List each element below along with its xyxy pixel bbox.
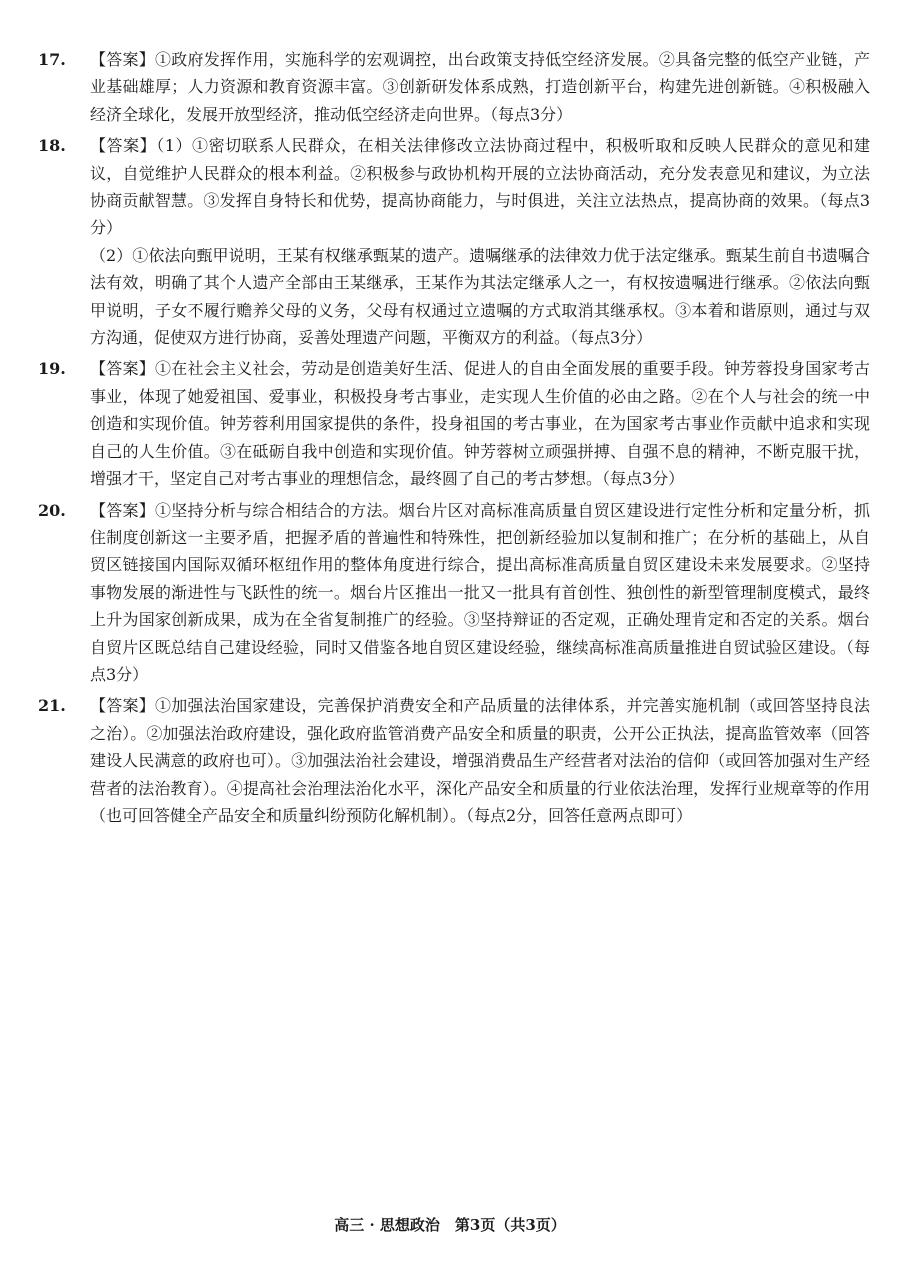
answer-item-19	[38, 355, 870, 492]
answer-item-21	[38, 692, 870, 829]
answer-paragraph: 【答案】①政府发挥作用，实施科学的宏观调控，出台政策支持低空经济发展。②具备完整的低空产业链，产业基础雄厚；人力资源和教育资源丰富。③创新研发体系成熟，打造创新平台，构建先进创新链。④积极融入经济全球化，发展开放型经济，推动低空经济走向世界。（每点3分）	[90, 50, 870, 124]
answer-item-18	[38, 132, 870, 351]
question-number: 18.	[38, 136, 66, 156]
answer-paragraph: 【答案】①加强法治国家建设，完善保护消费安全和产品质量的法律体系，并完善实施机制（或回答坚持良法之治）。②加强法治政府建设，强化政府监管消费产品安全和质量的职责，公开公正执法，提高监管效率（回答建设人民满意的政府也可）。③加强法治社会建设，增强消费品生产经营者对法治的信仰（或回答加强对生产经营者的法治教育）。④提高社会治理法治化水平，深化产品安全和质量的行业依法治理，发挥行业规章等的作用（也可回答健全产品安全和质量纠纷预防化解机制）。（每点2分，回答任意两点即可）	[90, 696, 870, 825]
answer-body	[90, 497, 870, 689]
answer-item-17	[38, 46, 870, 128]
answer-item-20	[38, 497, 870, 689]
answer-body	[90, 46, 870, 128]
answer-paragraph: 【答案】①在社会主义社会，劳动是创造美好生活、促进人的自由全面发展的重要手段。钟芳蓉投身国家考古事业，体现了她爱祖国、爱事业，积极投身考古事业，走实现人生价值的必由之路。②在个人与社会的统一中创造和实现价值。钟芳蓉利用国家提供的条件，投身祖国的考古事业，在为国家考古事业作贡献中追求和实现自己的人生价值。③在砥砺自我中创造和实现价值。钟芳蓉树立顽强拼搏、自强不息的精神，不断克服干扰，增强才干，坚定自己对考古事业的理想信念，最终圆了自己的考古梦想。（每点3分）	[90, 359, 870, 489]
question-number: 21.	[38, 696, 66, 716]
answer-paragraph: （2）①依法向甄甲说明，王某有权继承甄某的遗产。遗嘱继承的法律效力优于法定继承。甄某生前自书遗嘱合法有效，明确了其个人遗产全部由王某继承，王某作为其法定继承人之一，有权按遗嘱进行继承。②依法向甄甲说明，子女不履行赡养父母的义务，父母有权通过立遗嘱的方式取消其继承权。③本着和谐原则，通过与双方沟通，促使双方进行协商，妥善处理遗产问题，平衡双方的利益。（每点3分）	[90, 245, 870, 348]
answer-paragraph: 【答案】（1）①密切联系人民群众，在相关法律修改立法协商过程中，积极听取和反映人民群众的意见和建议，自觉维护人民群众的根本利益。②积极参与政协机构开展的立法协商活动，充分发表意见和建议，为立法协商贡献智慧。③发挥自身特长和优势，提高协商能力，与时俱进，关注立法热点，提高协商的效果。（每点3分）	[90, 136, 870, 238]
question-number: 17.	[38, 50, 66, 69]
answer-body	[90, 132, 870, 351]
question-number: 20.	[38, 500, 66, 520]
answer-list	[38, 46, 870, 833]
answer-paragraph: 【答案】①坚持分析与综合相结合的方法。烟台片区对高标准高质量自贸区建设进行定性分析和定量分析，抓住制度创新这一主要矛盾，把握矛盾的普遍性和特殊性，把创新经验加以复制和推广；在分析的基础上，从自贸区链接国内国际双循环枢纽作用的整体角度进行综合，提出高标准高质量自贸区建设未来发展要求。②坚持事物发展的渐进性与飞跃性的统一。烟台片区推出一批又一批具有首创性、独创性的新型管理制度模式，最终上升为国家创新成果，成为在全省复制推广的经验。③坚持辩证的否定观，正确处理肯定和否定的关系。烟台自贸片区既总结自己建设经验，同时又借鉴各地自贸区建设经验，继续高标准高质量推进自贸试验区建设。（每点3分）	[90, 500, 870, 684]
question-number: 19.	[38, 359, 66, 379]
page-footer: 高三 · 思想政治 第3页（共3页）	[334, 1216, 566, 1234]
answer-body	[90, 355, 870, 492]
answer-body	[90, 692, 870, 829]
